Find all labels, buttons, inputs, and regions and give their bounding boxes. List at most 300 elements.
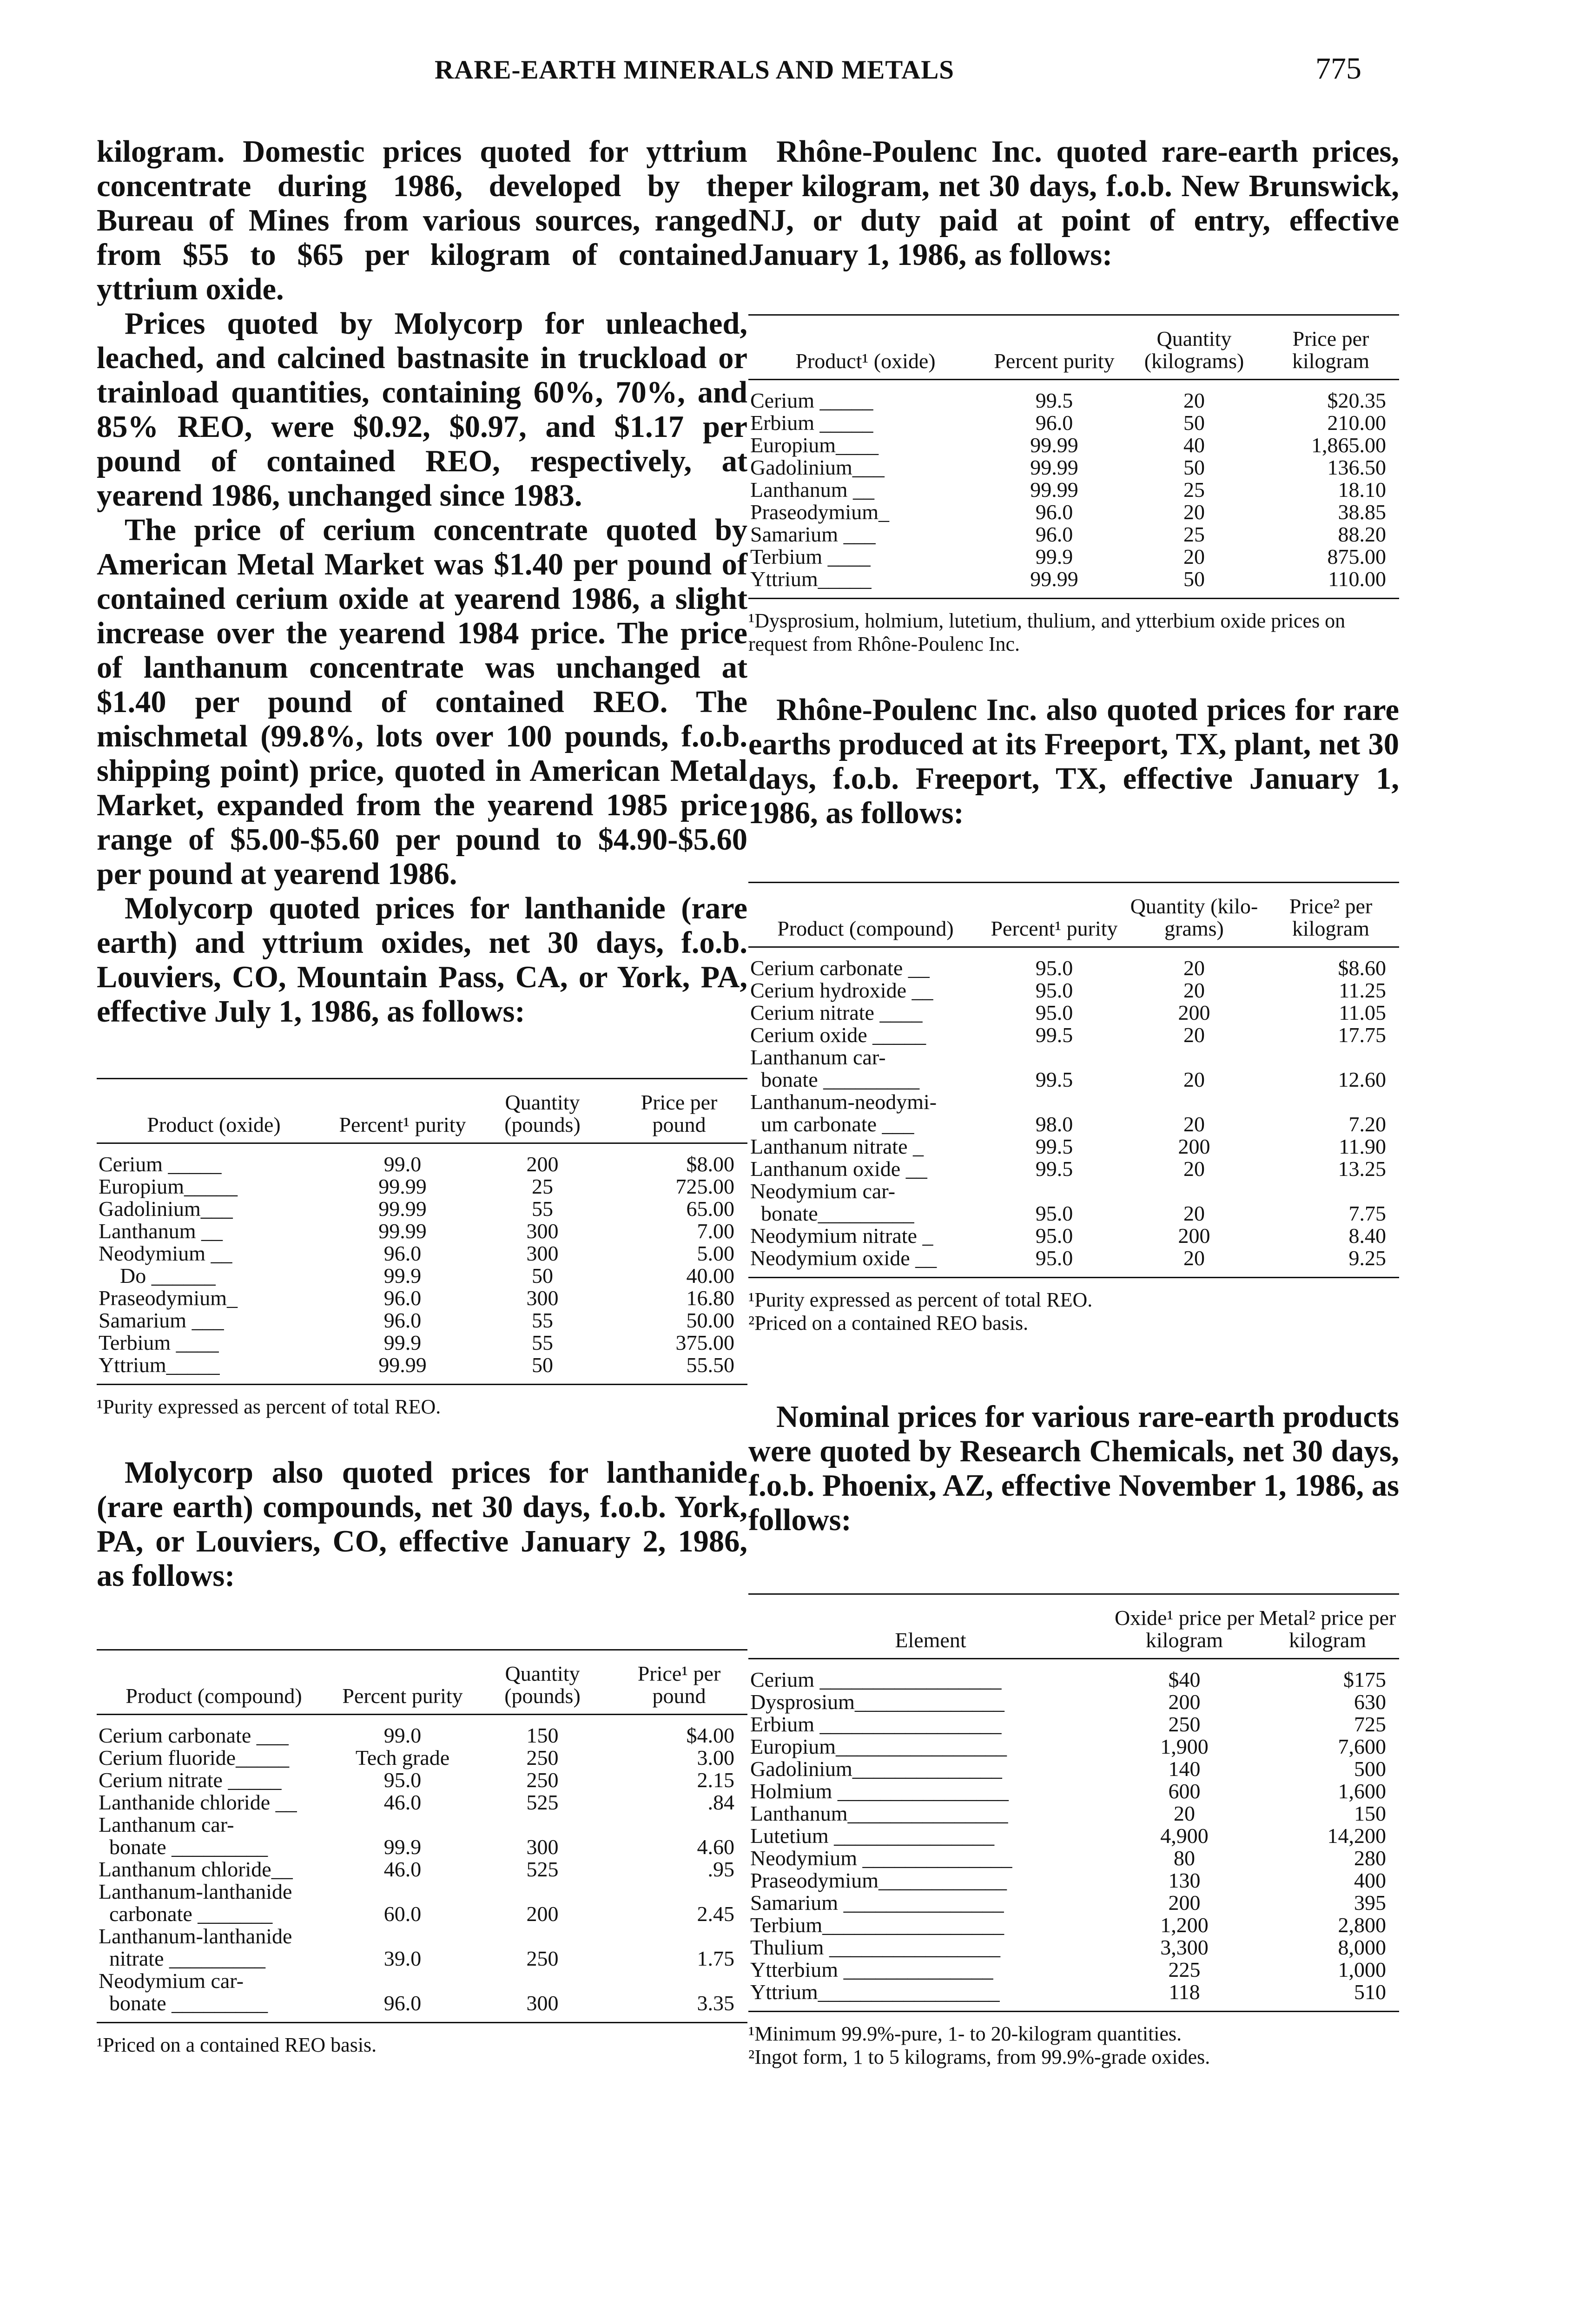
table-cell: 4,900 <box>1160 1824 1209 1848</box>
table-cell: 96.0 <box>383 1308 422 1332</box>
table-cell: 55.50 <box>686 1353 734 1377</box>
column-header: Percent¹ purity <box>331 1079 474 1143</box>
table-cell: 280 <box>1354 1846 1386 1870</box>
table-cell: 20 <box>1183 1202 1205 1225</box>
table-cell: 2,800 <box>1338 1913 1386 1937</box>
table-row <box>97 1970 747 2022</box>
table-cell: 99.5 <box>1035 1157 1073 1181</box>
table-cell: 14,200 <box>1327 1824 1386 1848</box>
table-cell: 88.20 <box>1338 522 1386 546</box>
table-row <box>748 1247 1399 1277</box>
table-cell: $8.00 <box>686 1152 734 1176</box>
rhone-poulenc-oxides-table <box>748 314 1399 599</box>
row-label: Lanthanum-lanthanide nitrate _________ <box>99 1924 292 1970</box>
table-cell: 20 <box>1183 956 1205 980</box>
table-cell: 99.9 <box>1035 545 1073 568</box>
row-label: Lanthanum __ <box>750 478 874 502</box>
table-cell: 99.5 <box>1035 1023 1073 1047</box>
table-cell: 20 <box>1183 978 1205 1002</box>
table-cell: .95 <box>707 1857 734 1881</box>
row-label: Erbium _____ <box>750 411 873 435</box>
row-label: Praseodymium____________ <box>750 1868 1007 1892</box>
column-header: Metal² price per kilogram <box>1256 1595 1399 1659</box>
row-label: Holmium ________________ <box>750 1779 1009 1803</box>
table-cell: 50 <box>532 1264 553 1287</box>
table-cell: 95.0 <box>1035 956 1073 980</box>
row-label: Ytterbium ______________ <box>750 1958 993 1981</box>
table-cell: 525 <box>526 1790 559 1814</box>
table-cell: 300 <box>526 1835 559 1859</box>
row-label: Neodymium __ <box>99 1241 232 1265</box>
table-cell: 500 <box>1354 1757 1386 1781</box>
data-table <box>97 1079 747 1384</box>
row-label: Cerium carbonate ___ <box>99 1723 289 1747</box>
table-cell: 400 <box>1354 1868 1386 1892</box>
row-label: Yttrium_____ <box>99 1353 220 1377</box>
table-cell: 1,600 <box>1338 1779 1386 1803</box>
table-cell: 16.80 <box>686 1286 734 1310</box>
row-label: Do ______ <box>99 1264 216 1287</box>
row-label: Lanthanum-lanthanide carbonate _______ <box>99 1880 292 1926</box>
data-table <box>748 316 1399 598</box>
row-label: Lanthanum car- bonate _________ <box>750 1045 920 1091</box>
table-row <box>748 1981 1399 2011</box>
table-cell: 510 <box>1354 1980 1386 2004</box>
table-cell: 99.99 <box>378 1353 427 1377</box>
table-cell: 20 <box>1183 1068 1205 1091</box>
paragraph: Rhône-Poulenc Inc. also quoted prices for rare earths produced at its Freeport, TX, plant, net 30 days, f.o.b. Freeport, TX, effective January 1, 1986, as follows: <box>748 693 1399 830</box>
table-footnotes <box>748 609 1399 656</box>
row-label: Samarium ___ <box>750 522 876 546</box>
table-cell: 50.00 <box>686 1308 734 1332</box>
table-cell: 80 <box>1174 1846 1195 1870</box>
column-header: Quantity (kilo- grams) <box>1126 883 1262 947</box>
page-header <box>0 52 1592 97</box>
table-cell: 1,865.00 <box>1311 433 1386 457</box>
table-cell: 99.9 <box>383 1835 422 1859</box>
table-cell: 3.00 <box>697 1746 734 1769</box>
footnote: ¹Purity expressed as percent of total REO. <box>97 1395 441 1418</box>
table-cell: 96.0 <box>1035 500 1073 524</box>
table-row <box>97 1309 747 1332</box>
table-cell: $20.35 <box>1327 389 1386 412</box>
table-cell: 11.05 <box>1339 1001 1386 1024</box>
table-cell: 375.00 <box>675 1331 734 1354</box>
table-cell: 250 <box>526 1947 559 1970</box>
table-cell: 200 <box>1178 1001 1210 1024</box>
table-row <box>748 1802 1399 1825</box>
table-cell: 50 <box>1183 567 1205 591</box>
table-cell: 1,000 <box>1338 1958 1386 1981</box>
data-table <box>748 883 1399 1277</box>
table-cell: 7.20 <box>1348 1112 1386 1136</box>
table-cell: 99.99 <box>1030 478 1078 502</box>
row-label: Lanthanum nitrate _ <box>750 1135 924 1158</box>
table-row <box>748 456 1399 479</box>
row-label: Neodymium nitrate _ <box>750 1224 933 1248</box>
table-cell: 20 <box>1183 389 1205 412</box>
table-cell: 18.10 <box>1338 478 1386 502</box>
table-cell: 50 <box>532 1353 553 1377</box>
row-label: Europium_____ <box>99 1175 238 1198</box>
row-label: Cerium carbonate __ <box>750 956 930 980</box>
table-row <box>748 1225 1399 1247</box>
table-footnotes <box>748 2022 1399 2069</box>
paragraph: Prices quoted by Molycorp for unleached, leached, and calcined bastnasite in truckload or trainload quantities, containing 60%, 70%, and 85% REO, were $0.92, $0.97, and $1.17 per pound of contained REO, respectively, at yearend 1986, unchanged since 1983. <box>97 307 747 513</box>
table-row <box>97 1220 747 1242</box>
table-cell: 12.60 <box>1338 1068 1386 1091</box>
table-cell: 99.99 <box>378 1175 427 1198</box>
paragraph: Molycorp quoted prices for lanthanide (rare earth) and yttrium oxides, net 30 days, f.o.b. Louviers, CO, Mountain Pass, CA, or York, PA, effective July 1, 1986, as follows: <box>97 891 747 1029</box>
table-cell: 200 <box>1178 1135 1210 1158</box>
row-label: Lanthanum __ <box>99 1219 223 1243</box>
table-cell: 95.0 <box>1035 1001 1073 1024</box>
table-row <box>97 1925 747 1970</box>
table-cell: 20 <box>1183 500 1205 524</box>
table-cell: 7.00 <box>697 1219 734 1243</box>
table-cell: $8.60 <box>1338 956 1386 980</box>
footnote: ¹Purity expressed as percent of total REO. <box>748 1288 1093 1311</box>
table-cell: 95.0 <box>383 1768 422 1792</box>
table-cell: 630 <box>1354 1690 1386 1714</box>
column-header: Oxide¹ price per kilogram <box>1113 1595 1256 1659</box>
table-row <box>97 1791 747 1814</box>
table-row <box>748 1892 1399 1914</box>
row-label: Cerium nitrate _____ <box>99 1768 282 1792</box>
table-cell: 130 <box>1168 1868 1201 1892</box>
table-cell: 20 <box>1183 1023 1205 1047</box>
table-row <box>97 1265 747 1287</box>
table-row <box>748 1024 1399 1046</box>
table-cell: 40.00 <box>686 1264 734 1287</box>
column-header: Percent purity <box>331 1651 474 1715</box>
column-header: Price per kilogram <box>1262 316 1399 380</box>
table-cell: 300 <box>526 1219 559 1243</box>
row-label: Lanthanum-neodymi- um carbonate ___ <box>750 1090 937 1136</box>
row-label: Thulium ________________ <box>750 1935 1000 1959</box>
footnote: ¹Dysprosium, holmium, lutetium, thulium, and ytterbium oxide prices on request from Rhône-Poulenc Inc. <box>748 609 1346 655</box>
table-row <box>748 947 1399 980</box>
table-cell: 96.0 <box>383 1991 422 2015</box>
table-row <box>748 979 1399 1002</box>
data-table <box>748 1595 1399 2011</box>
table-cell: 96.0 <box>1035 522 1073 546</box>
row-label: Terbium ____ <box>99 1331 219 1354</box>
paragraph: The price of cerium concentrate quoted by American Metal Market was $1.40 per pound of contained cerium oxide at yearend 1986, a slight increase over the yearend 1984 price. The price of lanthanum concentrate was unchanged at $1.40 per pound of contained REO. The mischmetal (99.8%, lots over 100 pounds, f.o.b. shipping point) price, quoted in American Metal Market, expanded from the yearend 1985 price range of $5.00-$5.60 per pound to $4.90-$5.60 per pound at yearend 1986. <box>97 513 747 891</box>
table-row <box>748 1691 1399 1713</box>
column-header: Price² per kilogram <box>1262 883 1399 947</box>
row-label: Gadolinium___ <box>750 456 885 479</box>
table-cell: 300 <box>526 1286 559 1310</box>
table-cell: 99.9 <box>383 1264 422 1287</box>
table-cell: 65.00 <box>686 1197 734 1221</box>
table-cell: 3,300 <box>1160 1935 1209 1959</box>
table-cell: 20 <box>1183 1157 1205 1181</box>
footnote: ²Ingot form, 1 to 5 kilograms, from 99.9%-grade oxides. <box>748 2046 1210 2068</box>
table-cell: 600 <box>1168 1779 1201 1803</box>
row-label: Terbium_________________ <box>750 1913 1004 1937</box>
table-cell: Tech grade <box>355 1746 450 1769</box>
table-cell: 200 <box>1178 1224 1210 1248</box>
column-header: Product (compound) <box>748 883 983 947</box>
table-row <box>748 1180 1399 1225</box>
table-cell: 300 <box>526 1991 559 2015</box>
table-cell: 9.25 <box>1348 1246 1386 1270</box>
table-row <box>748 1091 1399 1136</box>
table-row <box>748 546 1399 568</box>
table-cell: 4.60 <box>697 1835 734 1859</box>
table-cell: 2.15 <box>697 1768 734 1792</box>
table-footnotes <box>748 1288 1399 1335</box>
column-header: Element <box>748 1595 1113 1659</box>
row-label: Neodymium car- bonate _________ <box>99 1969 268 2015</box>
column-header: Quantity (pounds) <box>474 1079 611 1143</box>
table-cell: 250 <box>1168 1712 1201 1736</box>
row-label: Europium____ <box>750 433 879 457</box>
research-chemicals-table <box>748 1593 1399 2012</box>
table-cell: 725.00 <box>675 1175 734 1198</box>
data-table <box>97 1651 747 2022</box>
row-label: Neodymium oxide __ <box>750 1246 937 1270</box>
row-label: Lanthanum_______________ <box>750 1802 1008 1825</box>
table-row <box>748 479 1399 501</box>
table-cell: 39.0 <box>383 1947 422 1970</box>
column-header: Price¹ per pound <box>611 1651 747 1715</box>
row-label: Cerium fluoride_____ <box>99 1746 290 1769</box>
row-label: Erbium _________________ <box>750 1712 1002 1736</box>
column-header: Percent purity <box>983 316 1126 380</box>
table-footnotes <box>97 2034 747 2057</box>
table-row <box>97 1769 747 1791</box>
table-cell: 95.0 <box>1035 1246 1073 1270</box>
table-cell: 300 <box>526 1241 559 1265</box>
table-cell: 11.90 <box>1339 1135 1386 1158</box>
row-label: Cerium _________________ <box>750 1668 1002 1691</box>
table-cell: $4.00 <box>686 1723 734 1747</box>
table-cell: 46.0 <box>383 1857 422 1881</box>
column-header: Product (oxide) <box>97 1079 331 1143</box>
table-cell: 99.99 <box>1030 433 1078 457</box>
molycorp-compounds-table <box>97 1649 747 2023</box>
row-label: Lutetium _______________ <box>750 1824 995 1848</box>
table-cell: 7.75 <box>1348 1202 1386 1225</box>
table-cell: 50 <box>1183 456 1205 479</box>
table-cell: .84 <box>707 1790 734 1814</box>
row-label: Gadolinium___ <box>99 1197 233 1221</box>
table-row <box>748 1136 1399 1158</box>
molycorp-oxides-table <box>97 1078 747 1385</box>
left-column <box>97 135 747 2057</box>
table-cell: 875.00 <box>1327 545 1386 568</box>
table-cell: 55 <box>532 1197 553 1221</box>
table-cell: 96.0 <box>383 1286 422 1310</box>
table-cell: 99.5 <box>1035 1135 1073 1158</box>
table-cell: 99.99 <box>1030 456 1078 479</box>
table-cell: 99.99 <box>378 1197 427 1221</box>
table-row <box>748 1869 1399 1892</box>
table-cell: 3.35 <box>697 1991 734 2015</box>
table-row <box>748 1959 1399 1981</box>
table-row <box>97 1715 747 1747</box>
row-label: Samarium ___ <box>99 1308 224 1332</box>
row-label: Cerium oxide _____ <box>750 1023 926 1047</box>
page-number: 775 <box>1315 52 1361 86</box>
table-cell: 99.5 <box>1035 389 1073 412</box>
table-cell: 46.0 <box>383 1790 422 1814</box>
table-row <box>748 1046 1399 1091</box>
column-header: Product¹ (oxide) <box>748 316 983 380</box>
table-row <box>748 1825 1399 1847</box>
table-row <box>748 568 1399 598</box>
row-label: Cerium hydroxide __ <box>750 978 933 1002</box>
table-row <box>97 1354 747 1384</box>
table-cell: 96.0 <box>383 1241 422 1265</box>
row-label: Cerium _____ <box>99 1152 222 1176</box>
table-cell: 99.0 <box>383 1723 422 1747</box>
table-cell: 98.0 <box>1035 1112 1073 1136</box>
table-cell: 150 <box>1354 1802 1386 1825</box>
table-cell: 99.9 <box>383 1331 422 1354</box>
table-cell: 725 <box>1354 1712 1386 1736</box>
row-label: Lanthanide chloride __ <box>99 1790 297 1814</box>
paragraph: kilogram. Domestic prices quoted for yttrium concentrate during 1986, developed by the Bureau of Mines from various sources, ranged from $55 to $65 per kilogram of contained yttrium oxide. <box>97 135 747 306</box>
column-header: Quantity (pounds) <box>474 1651 611 1715</box>
paragraph: Nominal prices for various rare-earth products were quoted by Research Chemicals, net 30 days, f.o.b. Phoenix, AZ, effective November 1, 1986, as follows: <box>748 1400 1399 1537</box>
table-cell: 11.25 <box>1339 978 1386 1002</box>
table-cell: 5.00 <box>697 1241 734 1265</box>
table-cell: 20 <box>1183 545 1205 568</box>
table-cell: 1.75 <box>697 1947 734 1970</box>
table-cell: 1,200 <box>1160 1913 1209 1937</box>
table-cell: 250 <box>526 1746 559 1769</box>
row-label: Neodymium car- bonate_________ <box>750 1179 914 1225</box>
column-header: Price per pound <box>611 1079 747 1143</box>
table-cell: 40 <box>1183 433 1205 457</box>
table-cell: 136.50 <box>1327 456 1386 479</box>
row-label: Terbium ____ <box>750 545 871 568</box>
table-row <box>748 412 1399 434</box>
table-cell: 99.99 <box>378 1219 427 1243</box>
table-cell: 55 <box>532 1308 553 1332</box>
table-cell: 95.0 <box>1035 1224 1073 1248</box>
row-label: Cerium _____ <box>750 389 873 412</box>
table-cell: 99.0 <box>383 1152 422 1176</box>
table-row <box>748 1736 1399 1758</box>
table-row <box>748 1713 1399 1736</box>
paragraph: Rhône-Poulenc Inc. quoted rare-earth prices, per kilogram, net 30 days, f.o.b. New Brunswick, NJ, or duty paid at point of entry, effective January 1, 1986, as follows: <box>748 135 1399 272</box>
row-label: Lanthanum chloride__ <box>99 1857 293 1881</box>
running-title: RARE-EARTH MINERALS AND METALS <box>435 55 954 85</box>
table-cell: 8.40 <box>1348 1224 1386 1248</box>
table-cell: 8,000 <box>1338 1935 1386 1959</box>
table-cell: 150 <box>526 1723 559 1747</box>
column-header: Product (compound) <box>97 1651 331 1715</box>
table-row <box>748 1002 1399 1024</box>
table-cell: 210.00 <box>1327 411 1386 435</box>
table-cell: 525 <box>526 1857 559 1881</box>
table-row <box>97 1881 747 1925</box>
footnote: ¹Priced on a contained REO basis. <box>97 2034 377 2056</box>
table-cell: 55 <box>532 1331 553 1354</box>
table-row <box>748 501 1399 523</box>
table-cell: 38.85 <box>1338 500 1386 524</box>
table-footnotes <box>97 1395 747 1419</box>
rhone-poulenc-compounds-table <box>748 882 1399 1278</box>
row-label: Cerium nitrate ____ <box>750 1001 923 1024</box>
table-row <box>748 1758 1399 1780</box>
table-cell: 1,900 <box>1160 1735 1209 1758</box>
table-cell: 200 <box>526 1152 559 1176</box>
table-cell: 140 <box>1168 1757 1201 1781</box>
footnote: ¹Minimum 99.9%-pure, 1- to 20-kilogram quantities. <box>748 2022 1182 2045</box>
table-cell: 20 <box>1174 1802 1195 1825</box>
table-cell: 7,600 <box>1338 1735 1386 1758</box>
column-header: Percent¹ purity <box>983 883 1126 947</box>
row-label: Yttrium_________________ <box>750 1980 1000 2004</box>
table-row <box>97 1814 747 1858</box>
column-header: Quantity (kilograms) <box>1126 316 1262 380</box>
table-row <box>97 1332 747 1354</box>
table-row <box>97 1747 747 1769</box>
table-cell: 13.25 <box>1338 1157 1386 1181</box>
table-row <box>748 1158 1399 1180</box>
table-cell: 395 <box>1354 1891 1386 1915</box>
table-cell: 99.5 <box>1035 1068 1073 1091</box>
table-cell: 99.99 <box>1030 567 1078 591</box>
table-cell: 60.0 <box>383 1902 422 1926</box>
table-row <box>748 1659 1399 1691</box>
table-cell: 25 <box>1183 522 1205 546</box>
table-row <box>748 523 1399 546</box>
table-cell: $40 <box>1168 1668 1201 1691</box>
table-row <box>748 1780 1399 1802</box>
row-label: Dysprosium______________ <box>750 1690 1004 1714</box>
table-cell: 17.75 <box>1338 1023 1386 1047</box>
table-row <box>97 1198 747 1220</box>
table-cell: 25 <box>532 1175 553 1198</box>
row-label: Yttrium_____ <box>750 567 872 591</box>
table-row <box>748 1847 1399 1869</box>
footnote: ²Priced on a contained REO basis. <box>748 1312 1029 1334</box>
row-label: Praseodymium_ <box>750 500 889 524</box>
right-column <box>748 135 1399 2069</box>
table-cell: 20 <box>1183 1246 1205 1270</box>
row-label: Gadolinium______________ <box>750 1757 1002 1781</box>
table-cell: 50 <box>1183 411 1205 435</box>
table-row <box>97 1858 747 1881</box>
table-row <box>748 1936 1399 1959</box>
row-label: Praseodymium_ <box>99 1286 238 1310</box>
table-cell: 95.0 <box>1035 978 1073 1002</box>
table-row <box>748 434 1399 456</box>
table-row <box>97 1287 747 1309</box>
row-label: Lanthanum car- bonate _________ <box>99 1813 268 1859</box>
table-cell: 96.0 <box>1035 411 1073 435</box>
table-cell: 110.00 <box>1328 567 1386 591</box>
table-cell: 118 <box>1169 1980 1200 2004</box>
table-row <box>97 1175 747 1198</box>
table-cell: 2.45 <box>697 1902 734 1926</box>
row-label: Lanthanum oxide __ <box>750 1157 927 1181</box>
paragraph: Molycorp also quoted prices for lanthanide (rare earth) compounds, net 30 days, f.o.b. York, PA, or Louviers, CO, effective January 2, 1986, as follows: <box>97 1456 747 1593</box>
row-label: Samarium _______________ <box>750 1891 1004 1915</box>
table-cell: $175 <box>1343 1668 1386 1691</box>
table-cell: 200 <box>1168 1690 1201 1714</box>
table-row <box>748 380 1399 412</box>
table-cell: 200 <box>1168 1891 1201 1915</box>
table-row <box>97 1143 747 1176</box>
table-cell: 20 <box>1183 1112 1205 1136</box>
